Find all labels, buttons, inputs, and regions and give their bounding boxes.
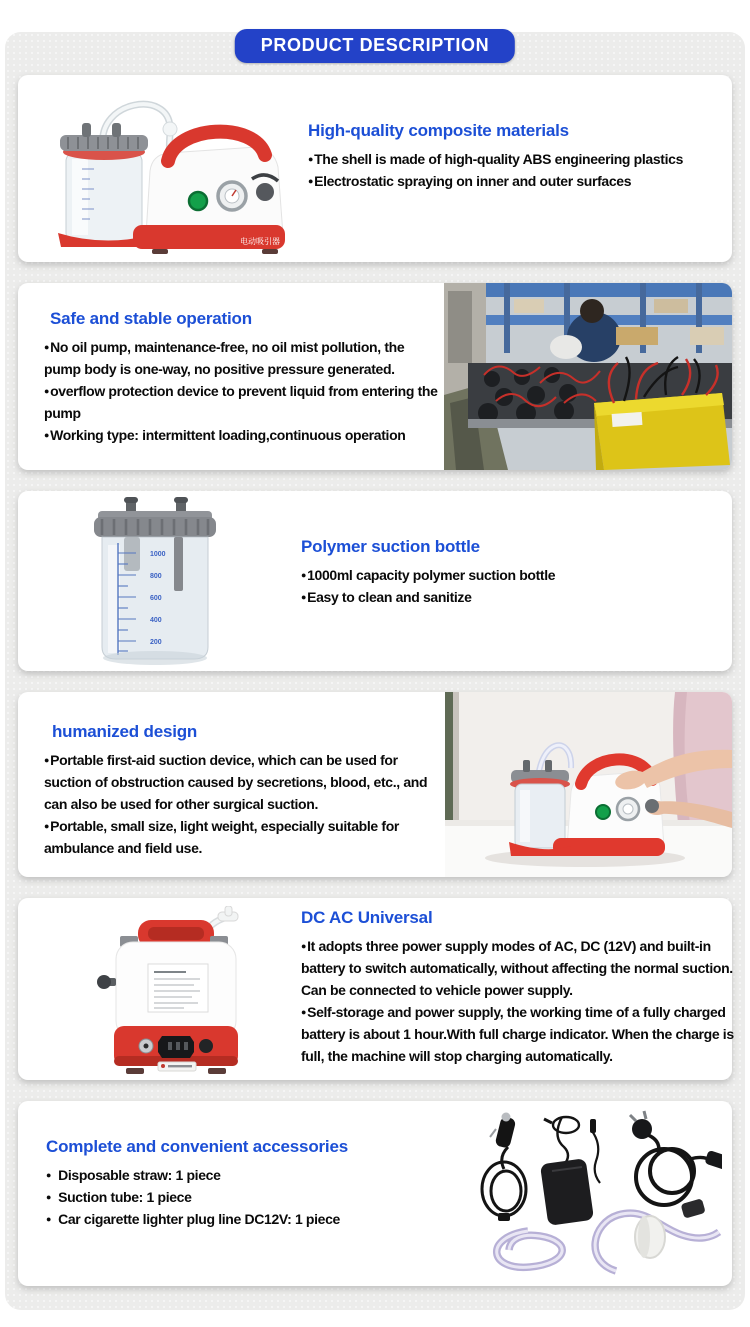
section-text-operation: [44, 309, 444, 446]
suction-device-front-photo: [46, 83, 294, 255]
product-description-badge: PRODUCT DESCRIPTION: [235, 29, 515, 63]
factory-assembly-line-photo: [444, 283, 732, 470]
bullet-item: ● 1000ml capacity polymer suction bottle: [301, 564, 701, 586]
bullet-item: ● The shell is made of high-quality ABS engineering plastics: [308, 148, 720, 170]
svg-text:1000: 1000: [150, 551, 166, 558]
section-heading: Safe and stable operation: [50, 309, 252, 328]
bullet-item: ● Working type: intermittent loading,continuous operation: [44, 424, 444, 446]
svg-text:电动吸引器: 电动吸引器: [240, 237, 280, 246]
bullet-item: ● Electrostatic spraying on inner and outer surfaces: [308, 170, 720, 192]
section-card-humanized: [18, 692, 732, 877]
section-text-bottle: [301, 537, 701, 608]
section-text-accessories: [46, 1137, 466, 1230]
section-heading: High-quality composite materials: [308, 121, 569, 140]
bullet-item: ● overflow protection device to prevent liquid from entering the pump: [44, 380, 444, 424]
bullet-item: ● It adopts three power supply modes of AC, DC (12V) and built-in battery to switch automatically, without affecting the normal suction. Can be connected to vehicle power supply.: [301, 935, 739, 1001]
section-card-power: [18, 898, 732, 1080]
bullet-item: ● Suction tube: 1 piece: [46, 1186, 466, 1208]
hands-operating-device-photo: [445, 692, 732, 877]
bullet-item: ● Disposable straw: 1 piece: [46, 1164, 466, 1186]
svg-text:800: 800: [150, 573, 162, 580]
section-card-operation: [18, 283, 732, 470]
section-list: [18, 75, 732, 1307]
svg-text:400: 400: [150, 617, 162, 624]
bullet-item: ● Easy to clean and sanitize: [301, 586, 701, 608]
svg-text:200: 200: [150, 639, 162, 646]
section-card-materials: [18, 75, 732, 262]
bullet-item: ● Portable first-aid suction device, which can be used for suction of obstruction caused by secretions, blood, etc., and can also be used for other surgical suction.: [44, 749, 446, 815]
section-text-power: [301, 908, 739, 1067]
bullet-item: ● Self-storage and power supply, the working time of a fully charged battery is about 1 hour.With full charge indicator. When the charge is full, the machine will stop charging automatically.: [301, 1001, 739, 1067]
section-card-bottle: [18, 491, 732, 671]
section-text-materials: [308, 121, 720, 192]
section-heading: Complete and convenient accessories: [46, 1137, 348, 1156]
device-rear-view-photo: [74, 906, 274, 1074]
section-card-accessories: [18, 1101, 732, 1286]
section-text-humanized: [44, 722, 446, 859]
accessories-kit-photo: [466, 1109, 722, 1279]
section-heading: Polymer suction bottle: [301, 537, 480, 556]
svg-text:600: 600: [150, 595, 162, 602]
bullet-item: ● Portable, small size, light weight, especially suitable for ambulance and field use.: [44, 815, 446, 859]
section-heading: humanized design: [52, 722, 198, 741]
polymer-suction-bottle-photo: [66, 495, 244, 669]
bullet-item: ● No oil pump, maintenance-free, no oil mist pollution, the pump body is one-way, no positive pressure generated.: [44, 336, 444, 380]
bullet-item: ● Car cigarette lighter plug line DC12V: 1 piece: [46, 1208, 466, 1230]
section-heading: DC AC Universal: [301, 908, 433, 927]
